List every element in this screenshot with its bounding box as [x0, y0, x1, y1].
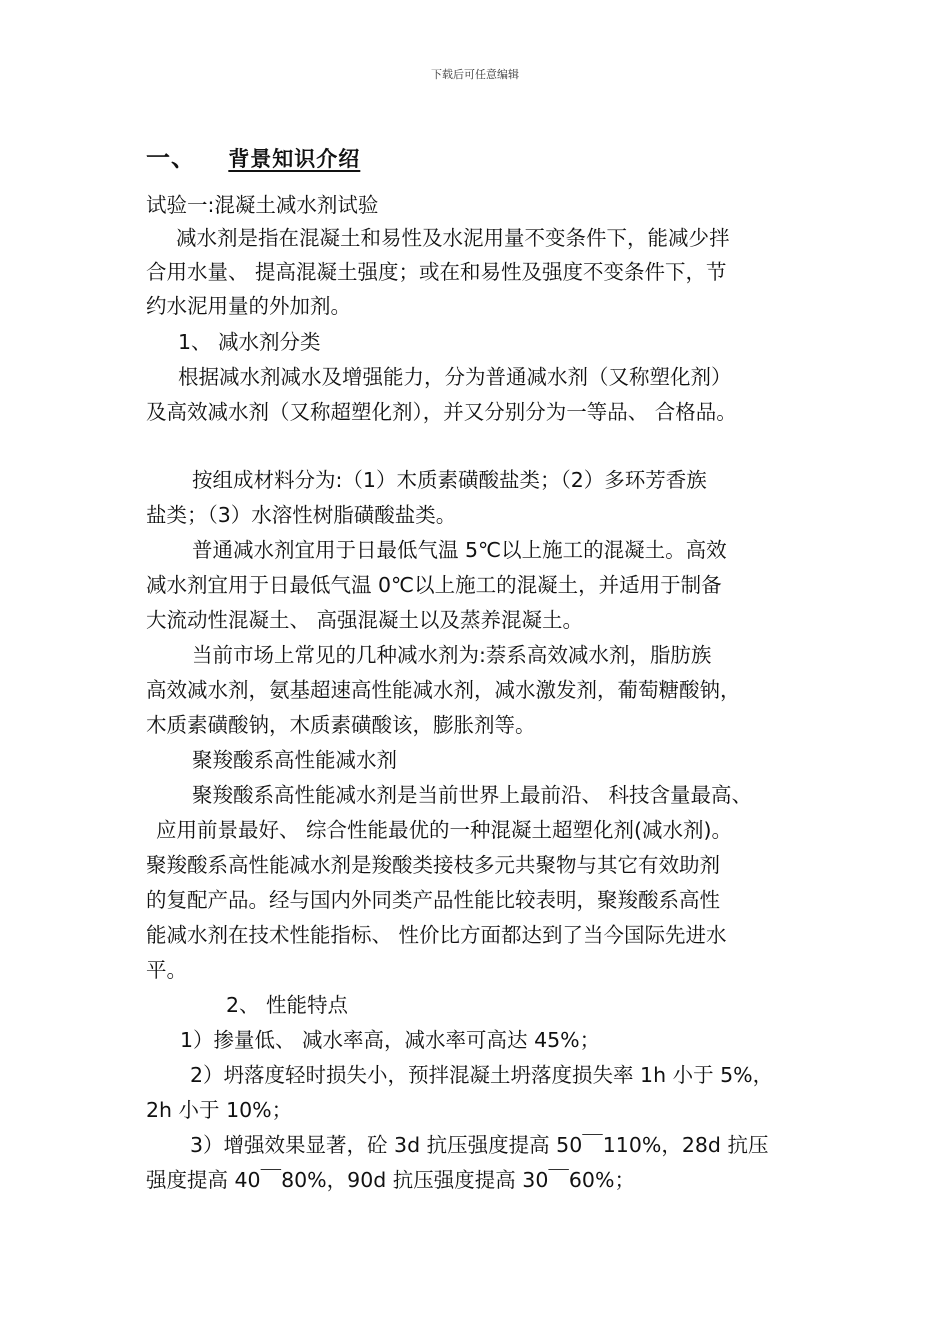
section-heading [146, 138, 360, 173]
text-line: 1）掺量低、 减水率高，减水率可高达 45%； [180, 1028, 601, 1052]
text-line: 减水剂是指在混凝土和易性及水泥用量不变条件下，能减少拌 [176, 226, 730, 250]
section-title: 背景知识介绍 [228, 147, 361, 171]
text-line: 2）坍落度轻时损失小，预拌混凝土坍落度损失率 1h 小于 5%， [190, 1063, 774, 1087]
text-line: 聚羧酸系高性能减水剂 [192, 748, 397, 772]
text-line: 大流动性混凝土、 高强混凝土以及蒸养混凝土。 [146, 608, 584, 632]
page-header-note: 下载后可任意编辑 [431, 68, 519, 81]
text-line: 的复配产品。经与国内外同类产品性能比较表明，聚羧酸系高性 [146, 888, 720, 912]
text-line: 3）增强效果显著，砼 3d 抗压强度提高 50￣110%，28d 抗压 [190, 1133, 769, 1157]
text-line: 1、 减水剂分类 [178, 330, 321, 354]
text-line: 木质素磺酸钠，木质素磺酸该，膨胀剂等。 [146, 713, 536, 737]
text-line: 聚羧酸系高性能减水剂是当前世界上最前沿、 科技含量最高、 [192, 783, 753, 807]
text-line: 试验一:混凝土减水剂试验 [146, 193, 379, 217]
text-line: 根据减水剂减水及增强能力，分为普通减水剂（又称塑化剂） [178, 365, 732, 389]
text-line: 强度提高 40￣80%，90d 抗压强度提高 30￣60%； [146, 1168, 635, 1192]
text-line: 高效减水剂，氨基超速高性能减水剂，减水激发剂，葡萄糖酸钠， [146, 678, 741, 702]
text-line: 按组成材料分为:（1）木质素磺酸盐类；（2）多环芳香族 [192, 468, 707, 492]
text-line: 2h 小于 10%； [146, 1098, 293, 1122]
text-line: 当前市场上常见的几种减水剂为:萘系高效减水剂，脂肪族 [192, 643, 712, 667]
text-line: 能减水剂在技术性能指标、 性价比方面都达到了当今国际先进水 [146, 923, 727, 947]
text-line: 减水剂宜用于日最低气温 0℃以上施工的混凝土，并适用于制备 [146, 573, 722, 597]
text-line: 平。 [146, 958, 187, 982]
text-line: 应用前景最好、 综合性能最优的一种混凝土超塑化剂(减水剂)。 [156, 818, 733, 842]
section-number: 一、 [146, 144, 196, 172]
text-line: 普通减水剂宜用于日最低气温 5℃以上施工的混凝土。高效 [192, 538, 727, 562]
text-line: 盐类；（3）水溶性树脂磺酸盐类。 [146, 503, 457, 527]
text-line: 约水泥用量的外加剂。 [146, 294, 351, 318]
text-line: 聚羧酸系高性能减水剂是羧酸类接枝多元共聚物与其它有效助剂 [146, 853, 720, 877]
text-line: 合用水量、 提高混凝土强度；或在和易性及强度不变条件下，节 [146, 260, 727, 284]
text-line: 2、 性能特点 [226, 993, 349, 1017]
text-line: 及高效减水剂（又称超塑化剂），并又分别分为一等品、 合格品。 [146, 400, 737, 424]
